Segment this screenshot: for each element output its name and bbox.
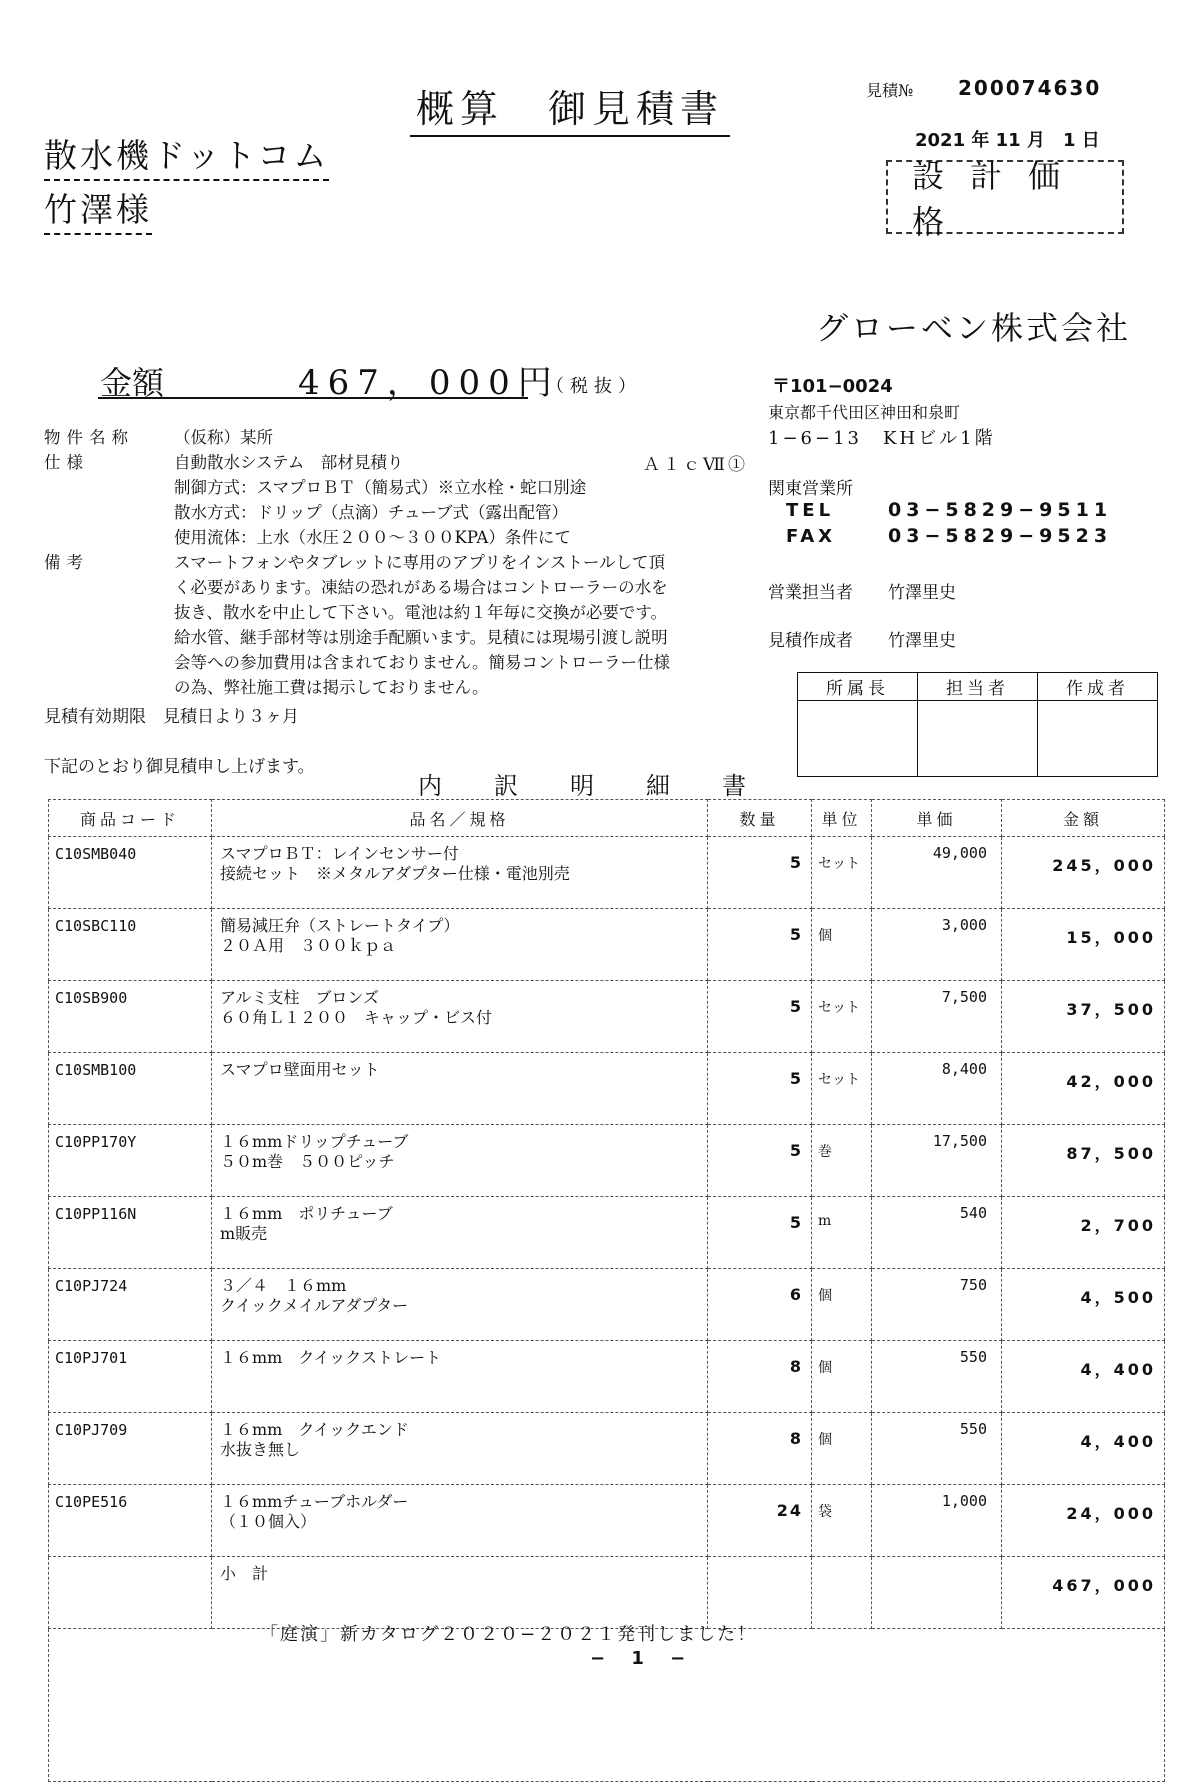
item-name (212, 981, 708, 1053)
approval-head-manager: 所属長 (798, 673, 918, 701)
spec-line: 自動散水システム 部材見積り (174, 453, 404, 472)
item-code: C10PP116N (49, 1197, 212, 1269)
sales-rep: 竹澤里史 (888, 583, 956, 603)
item-unit: 個 (812, 909, 872, 981)
design-price-box (886, 157, 1124, 241)
subtotal-amount: 467，000 (1002, 1557, 1165, 1629)
item-qty: 5 (708, 1125, 812, 1197)
approval-stamp-creator (1038, 701, 1158, 777)
item-unit: m (812, 1197, 872, 1269)
item-qty: 5 (708, 837, 812, 909)
subtotal-empty-qty (708, 1557, 812, 1629)
table-row (49, 1341, 1165, 1413)
item-code: C10PJ709 (49, 1413, 212, 1485)
approval-stamp-manager (798, 701, 918, 777)
subtotal-empty-unit (812, 1557, 872, 1629)
spec-label: 仕様 (44, 453, 89, 472)
item-name-line2: （１０個入） (220, 1512, 317, 1531)
item-unit-price: 550 (872, 1341, 1002, 1413)
item-amount: 4，400 (1002, 1341, 1165, 1413)
col-header-amount: 金額 (1002, 800, 1165, 837)
item-code: C10SMB100 (49, 1053, 212, 1125)
item-name-line1: 簡易減圧弁（ストレートタイプ） (220, 916, 460, 935)
fax-number: 03−5829−9523 (888, 525, 1113, 547)
tel-number: 03−5829−9511 (888, 499, 1113, 521)
item-amount: 42，000 (1002, 1053, 1165, 1125)
customer-name: 散水機ドットコム (44, 130, 329, 181)
fax-label: FAX (786, 526, 837, 547)
estimate-maker: 竹澤里史 (888, 631, 956, 651)
item-name-line1: １６mm クイックストレート (220, 1348, 442, 1367)
item-qty: 5 (708, 1053, 812, 1125)
table-row (49, 837, 1165, 909)
item-name (212, 1341, 708, 1413)
item-code: C10SMB040 (49, 837, 212, 909)
col-header-name: 品名／規格 (212, 800, 708, 837)
spec-code: Ａ１ｃⅦ① (643, 455, 748, 475)
estimate-no-label: 見積№ (866, 81, 914, 100)
item-name (212, 909, 708, 981)
item-name-line2: ２０Ａ用 ３００ｋｐａ (220, 936, 397, 955)
item-name-line1: ３／４ １６mm (220, 1276, 347, 1295)
table-row (49, 981, 1165, 1053)
col-header-qty: 数量 (708, 800, 812, 837)
item-unit-price: 750 (872, 1269, 1002, 1341)
col-header-code: 商品コード (49, 800, 212, 837)
design-price-label: 設計価格 (912, 157, 1087, 241)
detail-title: 内訳明細書 (418, 772, 798, 800)
vendor-company: グローベン株式会社 (816, 309, 1132, 347)
vendor-address1: 東京都千代田区神田和泉町 (768, 403, 961, 422)
table-row (49, 1197, 1165, 1269)
col-header-unit: 単位 (812, 800, 872, 837)
item-name-line2: 水抜き無し (220, 1440, 301, 1459)
document-title: 概算 御見積書 (410, 78, 730, 137)
item-name (212, 1125, 708, 1197)
item-qty: 5 (708, 909, 812, 981)
item-unit-price: 1,000 (872, 1485, 1002, 1557)
amount-value: 467，000円 (298, 363, 560, 403)
amount-label: 金額 (100, 364, 165, 402)
item-unit-price: 8,400 (872, 1053, 1002, 1125)
page-number: − 1 − (590, 1648, 696, 1669)
vendor-office: 関東営業所 (768, 479, 853, 499)
estimate-maker-label: 見積作成者 (768, 631, 853, 651)
item-unit: セット (812, 1053, 872, 1125)
item-unit-price: 540 (872, 1197, 1002, 1269)
tel-label: TEL (786, 500, 835, 521)
amount-underline (98, 397, 528, 399)
subtotal-row (49, 1557, 1165, 1629)
subtotal-empty-price (872, 1557, 1002, 1629)
item-name (212, 1053, 708, 1125)
item-name-line1: アルミ支柱 ブロンズ (220, 988, 379, 1007)
item-name-line1: １６mm ポリチューブ (220, 1204, 393, 1223)
amount-tax-note: （税抜） (546, 376, 642, 397)
item-amount: 24，000 (1002, 1485, 1165, 1557)
item-name-line2: クイックメイルアダプター (220, 1296, 409, 1315)
item-unit: 個 (812, 1413, 872, 1485)
item-name-line1: スマプロＢＴ：レインセンサー付 (220, 844, 459, 863)
item-unit: 個 (812, 1269, 872, 1341)
remarks-label: 備考 (44, 553, 89, 572)
sales-rep-label: 営業担当者 (768, 583, 853, 603)
item-code: C10SBC110 (49, 909, 212, 981)
property-name: （仮称）某所 (174, 428, 273, 447)
item-name-line1: １６mmチューブホルダー (220, 1492, 409, 1511)
table-row (49, 1125, 1165, 1197)
item-unit-price: 550 (872, 1413, 1002, 1485)
item-code: C10PJ724 (49, 1269, 212, 1341)
item-unit: 個 (812, 1341, 872, 1413)
item-name-line2: 接続セット ※メタルアダプター仕様・電池別売 (220, 864, 570, 883)
footer-notice: 「庭演」新カタログ２０２０−２０２１発刊しました！ (260, 1624, 758, 1645)
item-name (212, 1269, 708, 1341)
vendor-postal: 〒101−0024 (772, 376, 893, 397)
item-unit-price: 17,500 (872, 1125, 1002, 1197)
item-unit-price: 7,500 (872, 981, 1002, 1053)
item-amount: 2，700 (1002, 1197, 1165, 1269)
item-name-line2: ６０角Ｌ１２００ キャップ・ビス付 (220, 1008, 493, 1027)
remarks-line: スマートフォンやタブレットに専用のアプリをインストールして頂 (174, 553, 666, 572)
validity-period: 見積有効期限 見積日より３ヶ月 (44, 707, 299, 727)
item-unit: セット (812, 981, 872, 1053)
item-unit: 袋 (812, 1485, 872, 1557)
item-name-line2: m販売 (220, 1224, 268, 1243)
remarks-line: 抜き、散水を中止して下さい。電池は約１年毎に交換が必要です。 (174, 603, 668, 622)
item-unit: 巻 (812, 1125, 872, 1197)
item-name-line1: １６mm クイックエンド (220, 1420, 409, 1439)
item-unit-price: 3,000 (872, 909, 1002, 981)
col-header-price: 単価 (872, 800, 1002, 837)
spec-line: 使用流体：上水（水圧２００〜３００KPA）条件にて (174, 528, 571, 547)
subtotal-label: 小 計 (212, 1557, 708, 1629)
item-name (212, 1197, 708, 1269)
table-row (49, 1413, 1165, 1485)
table-row (49, 1269, 1165, 1341)
remarks-line: く必要があります。凍結の恐れがある場合はコントローラーの水を (174, 578, 668, 597)
item-qty: 8 (708, 1413, 812, 1485)
table-row (49, 1485, 1165, 1557)
remarks-line: 会等への参加費用は含まれておりません。簡易コントローラー仕様 (174, 653, 670, 672)
spec-line: 散水方式：ドリップ（点滴）チューブ式（露出配管） (174, 503, 569, 522)
property-label: 物件名称 (44, 428, 134, 447)
intro-note: 下記のとおり御見積申し上げます。 (44, 757, 315, 777)
item-code: C10PJ701 (49, 1341, 212, 1413)
item-name-line2: ５０m巻 ５００ピッチ (220, 1152, 395, 1171)
spec-line: 制御方式：スマプロＢＴ（簡易式）※立水栓・蛇口別途 (174, 478, 587, 497)
remarks-line: の為、弊社施工費は掲示しておりません。 (174, 678, 489, 697)
item-name (212, 1413, 708, 1485)
approval-stamp-person (918, 701, 1038, 777)
vendor-address2: 1−6−13 KHビル1階 (768, 428, 996, 449)
item-amount: 4，500 (1002, 1269, 1165, 1341)
item-amount: 4，400 (1002, 1413, 1165, 1485)
item-unit: セット (812, 837, 872, 909)
item-name (212, 1485, 708, 1557)
item-code: C10PP170Y (49, 1125, 212, 1197)
item-amount: 87，500 (1002, 1125, 1165, 1197)
item-name (212, 837, 708, 909)
approval-head-person: 担当者 (918, 673, 1038, 701)
item-qty: 6 (708, 1269, 812, 1341)
item-qty: 24 (708, 1485, 812, 1557)
approval-stamp-table (797, 672, 1158, 777)
table-row (49, 1053, 1165, 1125)
subtotal-empty-code (49, 1557, 212, 1629)
remarks-line: 給水管、継手部材等は別途手配願います。見積には現場引渡し説明 (174, 628, 668, 647)
estimate-no: 200074630 (958, 76, 1102, 100)
item-amount: 37，500 (1002, 981, 1165, 1053)
approval-head-creator: 作成者 (1038, 673, 1158, 701)
customer-contact: 竹澤様 (44, 184, 152, 235)
item-unit-price: 49,000 (872, 837, 1002, 909)
item-name-line1: スマプロ壁面用セット (220, 1060, 380, 1079)
item-qty: 5 (708, 1197, 812, 1269)
item-name-line1: １６mmドリップチューブ (220, 1132, 409, 1151)
item-amount: 245，000 (1002, 837, 1165, 909)
item-qty: 8 (708, 1341, 812, 1413)
item-code: C10PE516 (49, 1485, 212, 1557)
estimate-date: 2021 年 11 月 1 日 (915, 130, 1100, 151)
item-amount: 15，000 (1002, 909, 1165, 981)
item-code: C10SB900 (49, 981, 212, 1053)
table-row (49, 909, 1165, 981)
item-qty: 5 (708, 981, 812, 1053)
